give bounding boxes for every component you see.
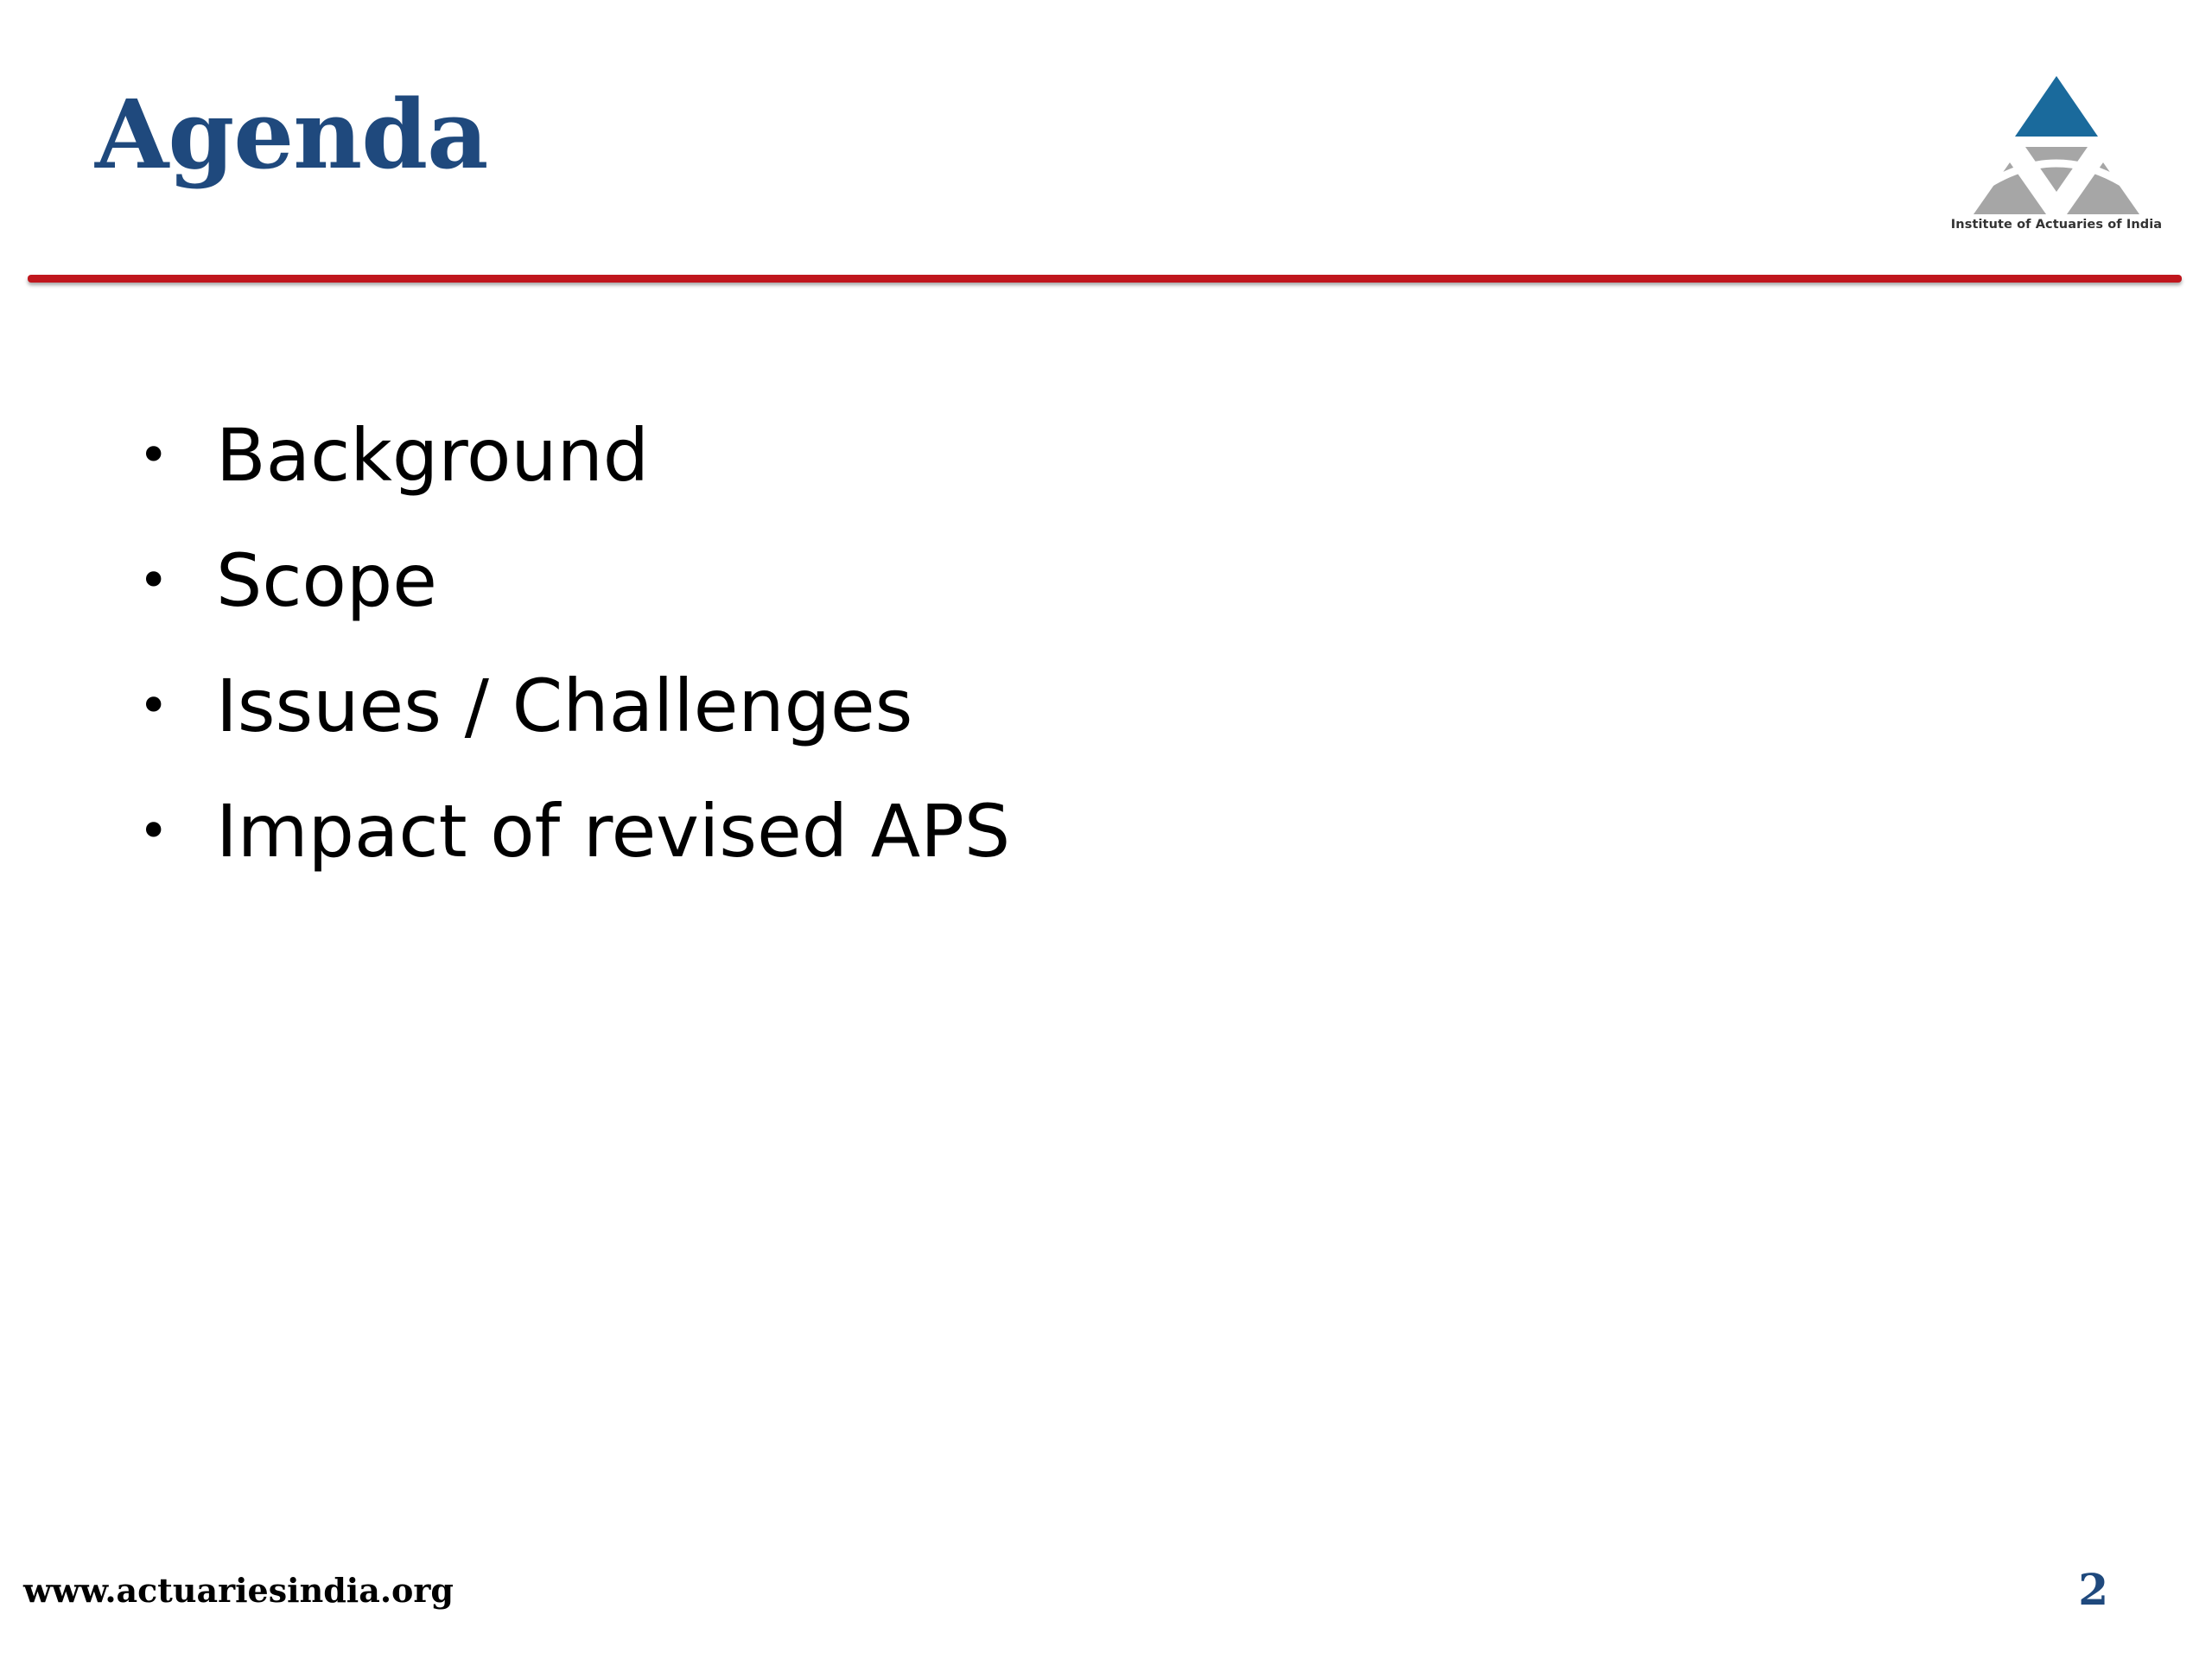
bullet-icon: • <box>138 676 169 736</box>
agenda-item-label: Background <box>216 413 650 498</box>
agenda-item-label: Scope <box>216 538 437 623</box>
institute-of-actuaries-of-india-logo-icon <box>1936 69 2177 216</box>
bullet-icon: • <box>138 801 169 861</box>
logo-top-triangle <box>2015 76 2098 137</box>
page-number: 2 <box>2078 1564 2108 1615</box>
institute-logo <box>1936 69 2177 242</box>
footer-website-link[interactable]: www.actuariesindia.org <box>23 1571 454 1610</box>
title-divider <box>28 275 2182 283</box>
bullet-icon: • <box>138 550 169 611</box>
agenda-item-label: Issues / Challenges <box>216 664 913 748</box>
logo-caption: Institute of Actuaries of India <box>1950 218 2163 232</box>
agenda-item-label: Impact of revised APS <box>216 789 1011 874</box>
slide-title: Agenda <box>95 79 488 190</box>
bullet-icon: • <box>138 425 169 486</box>
